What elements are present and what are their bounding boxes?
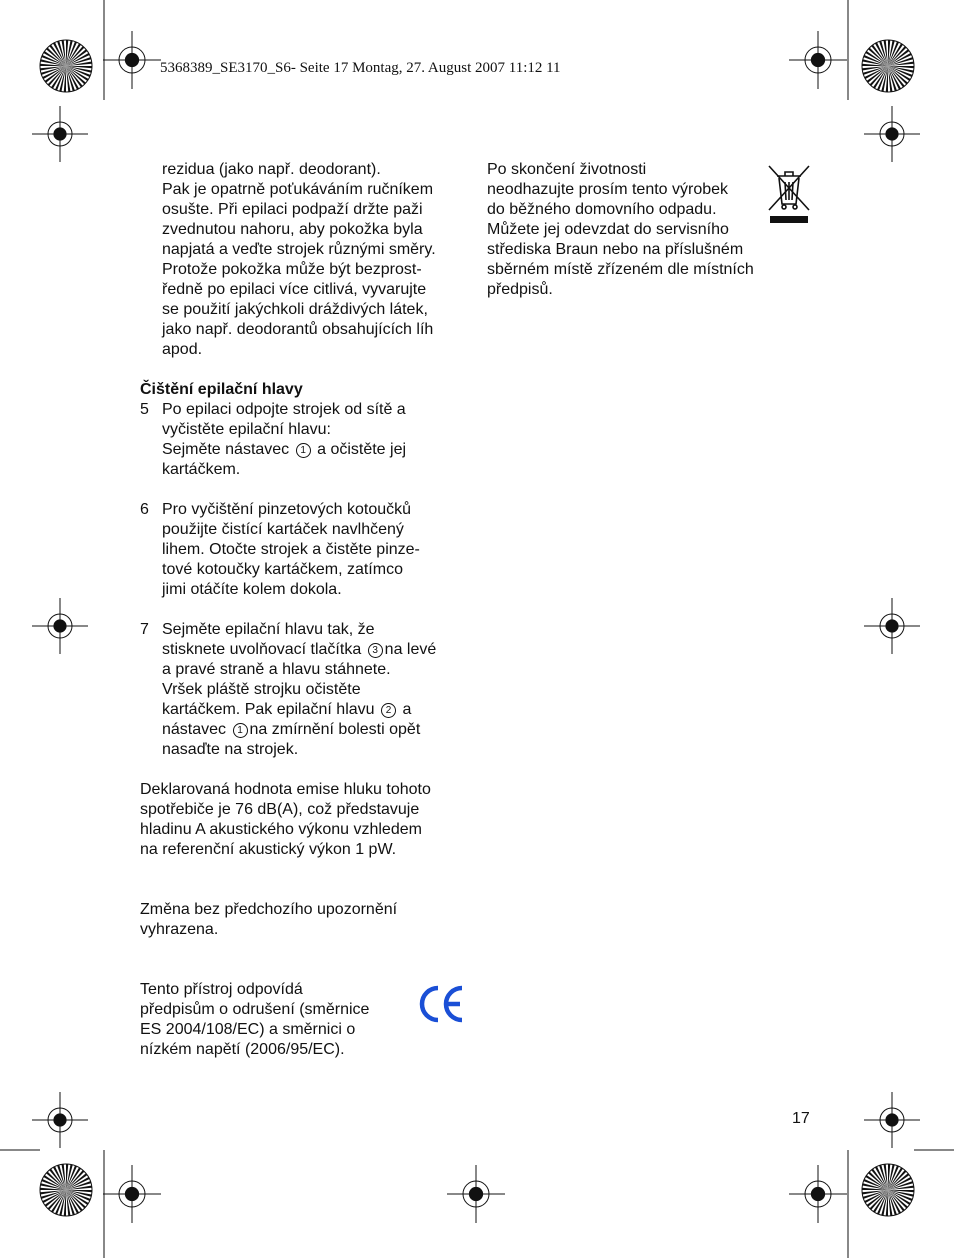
text-line: osušte. Při epilaci podpaží držte paži — [162, 201, 423, 218]
text-line: Můžete jej odevzdat do servisního — [487, 221, 729, 238]
text-line: do běžného domovního odpadu. — [487, 201, 717, 218]
step-7 — [140, 620, 470, 760]
change-notice — [140, 900, 470, 940]
text-line: zvednutou nahoru, aby pokožka byla — [162, 221, 423, 238]
text-line: hladinu A akustického výkonu vzhledem — [140, 821, 422, 838]
text-line: sběrném místě zřízeném dle místních — [487, 261, 754, 278]
text-line: vyčistěte epilační hlavu: — [162, 421, 331, 438]
text-line: jimi otáčíte kolem dokola. — [162, 581, 342, 598]
text-line — [162, 640, 470, 660]
text-line: lihem. Otočte strojek a čistěte pinze- — [162, 541, 420, 558]
disposal-paragraph — [487, 160, 757, 300]
step-number: 6 — [140, 501, 149, 518]
text-fragment: stisknete uvolňovací tlačítka — [162, 641, 362, 658]
text-line: Pak je opatrně poťukáváním ručníkem — [162, 181, 434, 198]
text-line: ředně po epilaci více citlivá, vyvarujte — [162, 281, 427, 298]
text-line: střediska Braun nebo na příslušném — [487, 241, 744, 258]
text-line: Po skončení životnosti — [487, 161, 647, 178]
text-line — [162, 720, 470, 740]
text-line: apod. — [162, 341, 203, 358]
text-fragment: a — [402, 701, 412, 718]
part-marker-1: 1 — [233, 723, 248, 738]
text-line: a pravé straně a hlavu stáhnete. — [162, 661, 391, 678]
step-5 — [140, 400, 470, 480]
ce-compliance — [140, 980, 470, 1060]
text-fragment: nástavec — [162, 721, 227, 738]
text-line: Deklarovaná hodnota emise hluku tohoto — [140, 781, 431, 798]
right-column — [487, 160, 807, 300]
part-marker-3: 3 — [368, 643, 383, 658]
text-line: napjatá a veďte strojek různými směry. — [162, 241, 436, 258]
text-fragment: Sejměte nástavec — [162, 441, 290, 458]
page-number: 17 — [792, 1110, 810, 1127]
text-line: Pro vyčištění pinzetových kotoučků — [162, 501, 412, 518]
step-body — [162, 620, 470, 760]
text-fragment: na zmírnění bolesti opět — [249, 721, 421, 738]
text-fragment: kartáčkem. Pak epilační hlavu — [162, 701, 375, 718]
part-marker-2: 2 — [381, 703, 396, 718]
text-line: Změna bez předchozího upozornění — [140, 901, 398, 918]
ce-mark-icon — [416, 984, 466, 1024]
text-line: Sejměte epilační hlavu tak, že — [162, 621, 375, 638]
text-line: na referenční akustický výkon 1 pW. — [140, 841, 397, 858]
text-line: kartáčkem. — [162, 461, 241, 478]
step-body — [162, 500, 470, 600]
text-line: Po epilaci odpojte strojek od sítě a — [162, 401, 406, 418]
text-line: spotřebiče je 76 dB(A), což představuje — [140, 801, 420, 818]
text-line: vyhrazena. — [140, 921, 219, 938]
text-line: předpisům o odrušení (směrnice — [140, 1001, 370, 1018]
step-number: 7 — [140, 621, 149, 638]
part-marker-1: 1 — [296, 443, 311, 458]
text-line: jako např. deodorantů obsahujících líh — [162, 321, 434, 338]
step-6 — [140, 500, 470, 600]
crossed-out-wheelie-bin-icon — [767, 164, 811, 226]
text-line: Tento přístroj odpovídá — [140, 981, 303, 998]
intro-paragraph — [140, 160, 470, 360]
text-line: rezidua (jako např. deodorant). — [162, 161, 381, 178]
print-slug-line: 5368389_SE3170_S6- Seite 17 Montag, 27. August 2007 11:12 11 — [160, 60, 561, 76]
text-line: Protože pokožka může být bezprost- — [162, 261, 422, 278]
text-line: se použití jakýchkoli dráždivých látek, — [162, 301, 428, 318]
text-fragment: a očistěte jej — [317, 441, 407, 458]
step-number: 5 — [140, 401, 149, 418]
text-line: neodhazujte prosím tento výrobek — [487, 181, 729, 198]
section-heading: Čištění epilační hlavy — [140, 381, 303, 398]
text-line: předpisů. — [487, 281, 553, 298]
noise-paragraph — [140, 780, 470, 860]
text-line: použijte čistící kartáček navlhčený — [162, 521, 404, 538]
text-line: tové kotoučky kartáčkem, zatímco — [162, 561, 403, 578]
text-line: ES 2004/108/EC) a směrnici o — [140, 1021, 356, 1038]
left-column — [140, 160, 470, 1060]
text-line: nasaďte na strojek. — [162, 741, 299, 758]
ce-text — [140, 980, 400, 1060]
text-fragment: na levé — [384, 641, 437, 658]
text-line — [162, 440, 470, 460]
text-line: Vršek pláště strojku očistěte — [162, 681, 361, 698]
text-line: nízkém napětí (2006/95/EC). — [140, 1041, 345, 1058]
text-line — [162, 700, 470, 720]
step-body — [162, 400, 470, 480]
